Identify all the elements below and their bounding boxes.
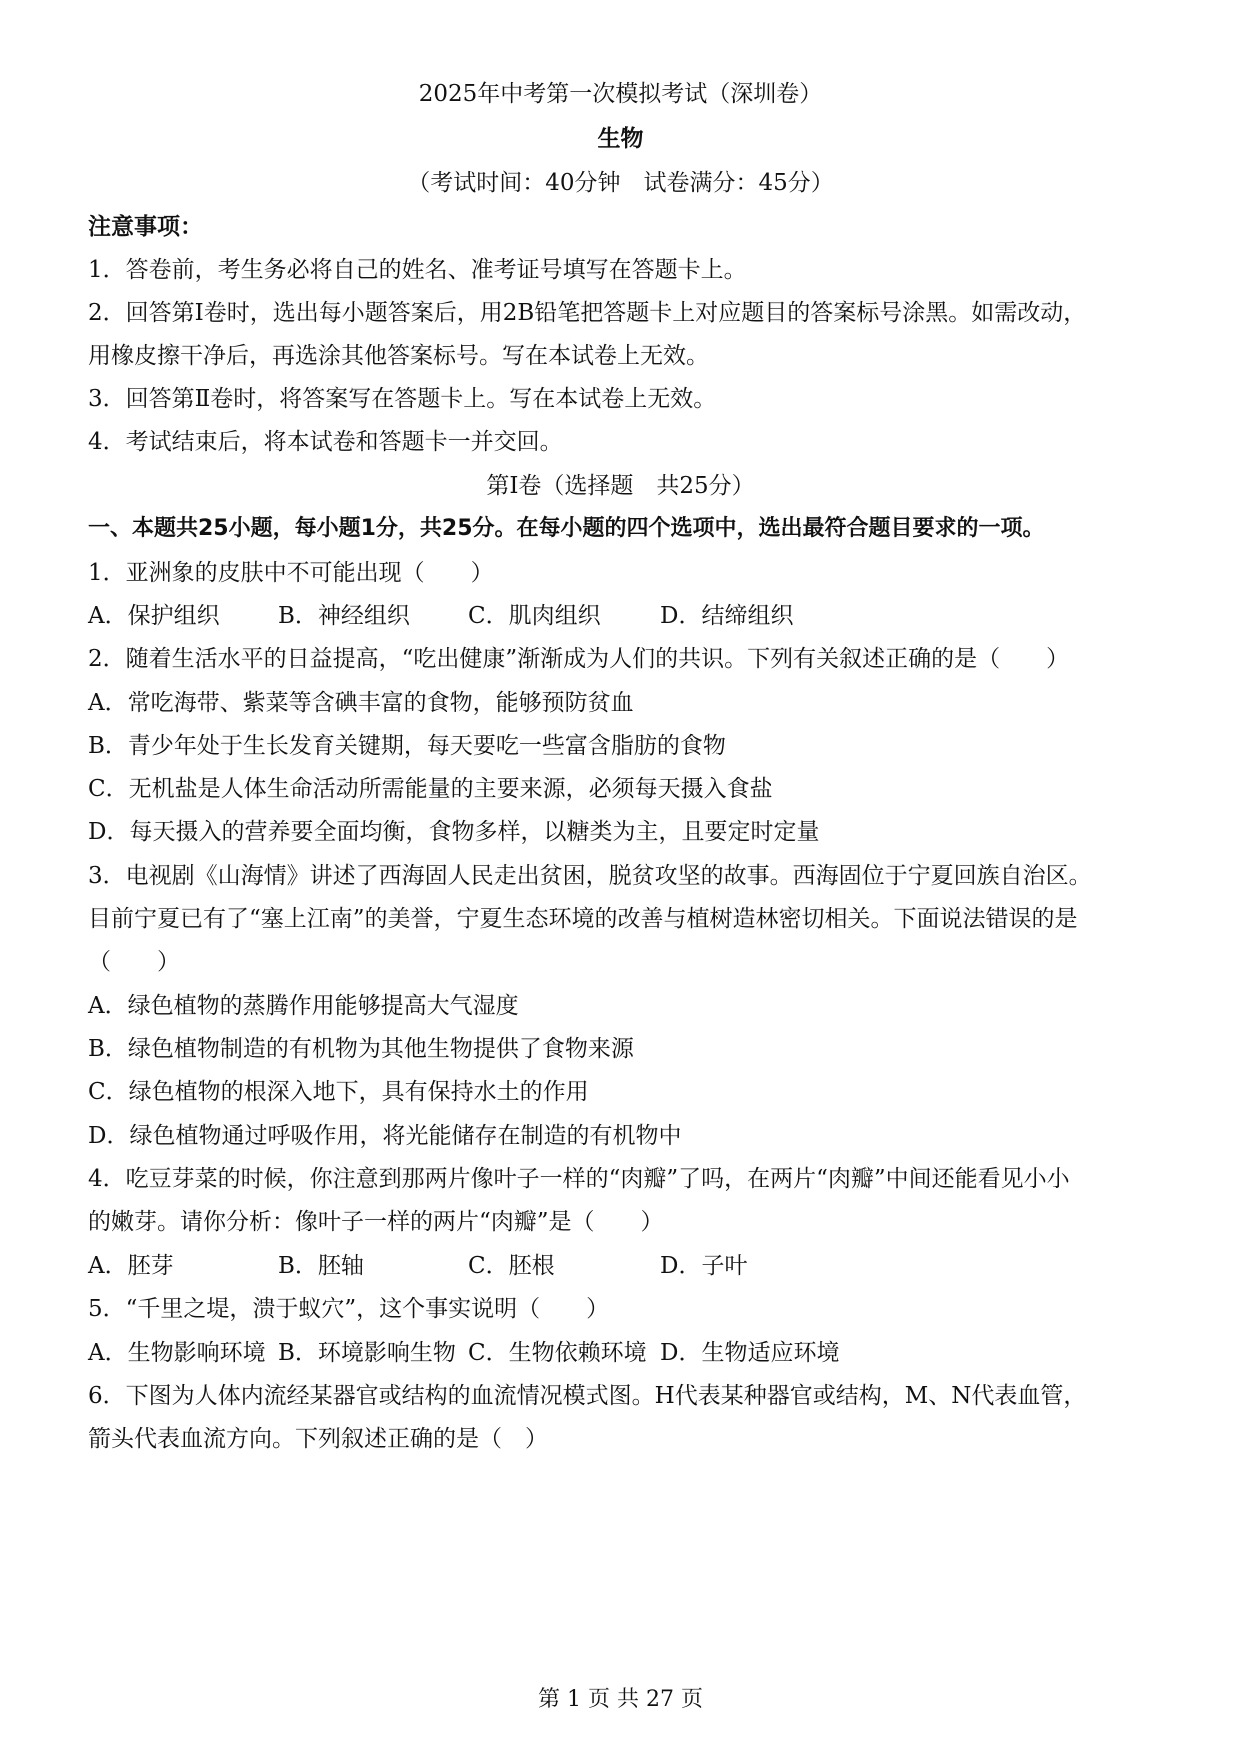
option-b: B．胚轴 — [278, 1253, 364, 1279]
question-4-stem: 4．吃豆芽菜的时候，你注意到那两片像叶子一样的“肉瓣”了吗，在两片“肉瓣”中间还能看见小小 — [88, 1166, 1070, 1192]
option-d: D．绿色植物通过呼吸作用，将光能储存在制造的有机物中 — [88, 1123, 682, 1149]
option-b: B．神经组织 — [278, 603, 410, 629]
note-item: 2．回答第Ⅰ卷时，选出每小题答案后，用2B铅笔把答题卡上对应题目的答案标号涂黑。如需改动， — [88, 300, 1087, 326]
option-a: A．胚芽 — [88, 1253, 174, 1279]
exam-info: （考试时间：40分钟 试卷满分：45分） — [407, 170, 834, 196]
page-footer: 第 1 页 共 27 页 — [538, 1687, 703, 1712]
question-3-stem: （ ） — [88, 949, 180, 975]
exam-title: 2025年中考第一次模拟考试（深圳卷） — [418, 81, 823, 107]
option-d: D．子叶 — [660, 1253, 748, 1279]
note-item: 3．回答第Ⅱ卷时，将答案写在答题卡上。写在本试卷上无效。 — [88, 386, 717, 412]
question-6-stem: 6．下图为人体内流经某器官或结构的血流情况模式图。H代表某种器官或结构，M、N代表血管， — [88, 1383, 1087, 1409]
notes-heading: 注意事项： — [88, 214, 203, 240]
option-b: B．环境影响生物 — [278, 1340, 456, 1366]
question-2-stem: 2．随着生活水平的日益提高，“吃出健康”渐渐成为人们的共识。下列有关叙述正确的是（ ） — [88, 646, 1070, 672]
question-3-stem: 3．电视剧《山海情》讲述了西海固人民走出贫困，脱贫攻坚的故事。西海固位于宁夏回族自治区。 — [88, 863, 1092, 889]
note-item: 1．答卷前，考生务必将自己的姓名、准考证号填写在答题卡上。 — [88, 257, 747, 283]
option-c: C．绿色植物的根深入地下，具有保持水土的作用 — [88, 1079, 589, 1105]
option-d: D．生物适应环境 — [660, 1340, 840, 1366]
note-item: 用橡皮擦干净后，再选涂其他答案标号。写在本试卷上无效。 — [88, 343, 709, 369]
option-c: C．肌肉组织 — [468, 603, 601, 629]
section-title: 第Ⅰ卷（选择题 共25分） — [486, 473, 755, 499]
option-a: A．保护组织 — [88, 603, 220, 629]
option-c: C．生物依赖环境 — [468, 1340, 647, 1366]
subject-title: 生物 — [597, 126, 644, 152]
option-b: B．青少年处于生长发育关键期，每天要吃一些富含脂肪的食物 — [88, 733, 726, 759]
section-instruction: 一、本题共25小题，每小题1分，共25分。在每小题的四个选项中，选出最符合题目要求的一项。 — [88, 516, 1045, 541]
question-3-stem: 目前宁夏已有了“塞上江南”的美誉，宁夏生态环境的改善与植树造林密切相关。下面说法错误的是 — [88, 906, 1078, 932]
option-d: D．结缔组织 — [660, 603, 794, 629]
question-5-stem: 5．“千里之堤，溃于蚁穴”，这个事实说明（ ） — [88, 1296, 610, 1322]
question-4-stem: 的嫩芽。请你分析：像叶子一样的两片“肉瓣”是（ ） — [88, 1209, 664, 1235]
option-b: B．绿色植物制造的有机物为其他生物提供了食物来源 — [88, 1036, 634, 1062]
option-c: C．胚根 — [468, 1253, 555, 1279]
option-a: A．绿色植物的蒸腾作用能够提高大气湿度 — [88, 993, 519, 1019]
option-c: C．无机盐是人体生命活动所需能量的主要来源，必须每天摄入食盐 — [88, 776, 773, 802]
option-a: A．生物影响环境 — [88, 1340, 266, 1366]
note-item: 4．考试结束后，将本试卷和答题卡一并交回。 — [88, 429, 563, 455]
question-6-stem: 箭头代表血流方向。下列叙述正确的是（ ） — [88, 1426, 548, 1452]
question-1-stem: 1．亚洲象的皮肤中不可能出现（ ） — [88, 560, 494, 586]
option-a: A．常吃海带、紫菜等含碘丰富的食物，能够预防贫血 — [88, 690, 634, 716]
option-d: D．每天摄入的营养要全面均衡，食物多样，以糖类为主，且要定时定量 — [88, 819, 820, 845]
